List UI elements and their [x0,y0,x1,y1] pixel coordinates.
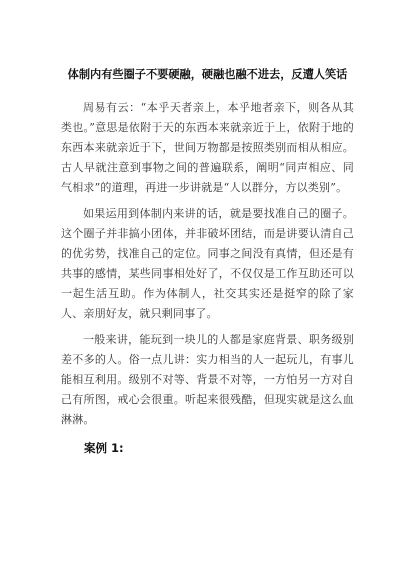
paragraph-2: 如果运用到体制内来讲的话，就是要找准自己的圈子。这个圈子并非搞小团体，并非破坏团结，而是讲要认清自己的优劣势，找准自己的定位。同事之间没有真情，但还是有共事的感情，某些同事相处好了，不仅仅是工作互助还可以一起生活互助。作为体制人，社交其实还是挺窄的除了家人、亲朋好友，就只剩同事了。 [61,207,354,320]
case-heading: 案例 1: [84,441,124,455]
document-title: 体制内有些圈子不要硬融，硬融也融不进去，反遭人笑话 [67,68,348,81]
paragraph-1: 周易有云：“本乎天者亲上，本乎地者亲下，则各从其类也。”意思是依附于天的东西本来就亲近于上，依附于地的东西本来就亲近于下，世间万物都是按照类别而相从相应。古人早就注意到事物之间的普遍联系，阐明“同声相应、同气相求”的道理，再进一步讲就是“人以群分，方以类别”。 [61,101,354,194]
paragraph-3: 一般来讲，能玩到一块儿的人都是家庭背景、职务级别差不多的人。俗一点儿讲：实力相当的人一起玩儿，有事儿能相互利用。级别不对等、背景不对等，一方怕另一方对自己有所图，戒心会很重。听起来很残酷，但现实就是这么血淋淋。 [61,333,354,426]
